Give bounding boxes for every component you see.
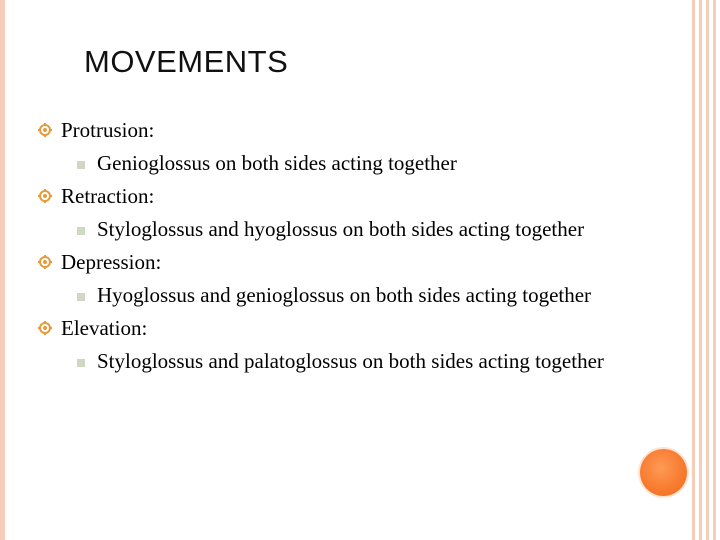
square-bullet-icon: [77, 161, 85, 169]
list-item-label: Protrusion:: [61, 118, 155, 142]
square-bullet-icon: [77, 227, 85, 235]
square-bullet-icon: [77, 293, 85, 301]
list-item-label: Depression:: [61, 250, 162, 274]
sub-list-item-label: Genioglossus on both sides acting together: [97, 151, 457, 175]
list-item: [0, 182, 720, 215]
sub-list-item: [0, 281, 720, 314]
decorative-orange-circle: [640, 449, 687, 496]
sub-list-item: [0, 347, 720, 407]
list-item-label: Retraction:: [61, 184, 155, 208]
gear-bullet-icon: [38, 321, 52, 335]
list-item: [0, 248, 720, 281]
sub-list-item-label: Styloglossus and hyoglossus on both sides acting together: [97, 217, 585, 241]
gear-bullet-icon: [38, 189, 52, 203]
sub-list-item-label: Styloglossus and palatoglossus on both sides acting together: [97, 349, 604, 373]
slide-title: MOVEMENTS: [84, 44, 289, 79]
square-bullet-icon: [77, 359, 85, 367]
list-item-label: Elevation:: [61, 316, 148, 340]
list-item: [0, 314, 720, 347]
gear-bullet-icon: [38, 255, 52, 269]
sub-list-item: [0, 215, 720, 248]
bullet-list: [0, 116, 720, 407]
sub-list-item-label: Hyoglossus and genioglossus on both sides acting together: [97, 283, 592, 307]
list-item: [0, 116, 720, 149]
gear-bullet-icon: [38, 123, 52, 137]
sub-list-item: [0, 149, 720, 182]
